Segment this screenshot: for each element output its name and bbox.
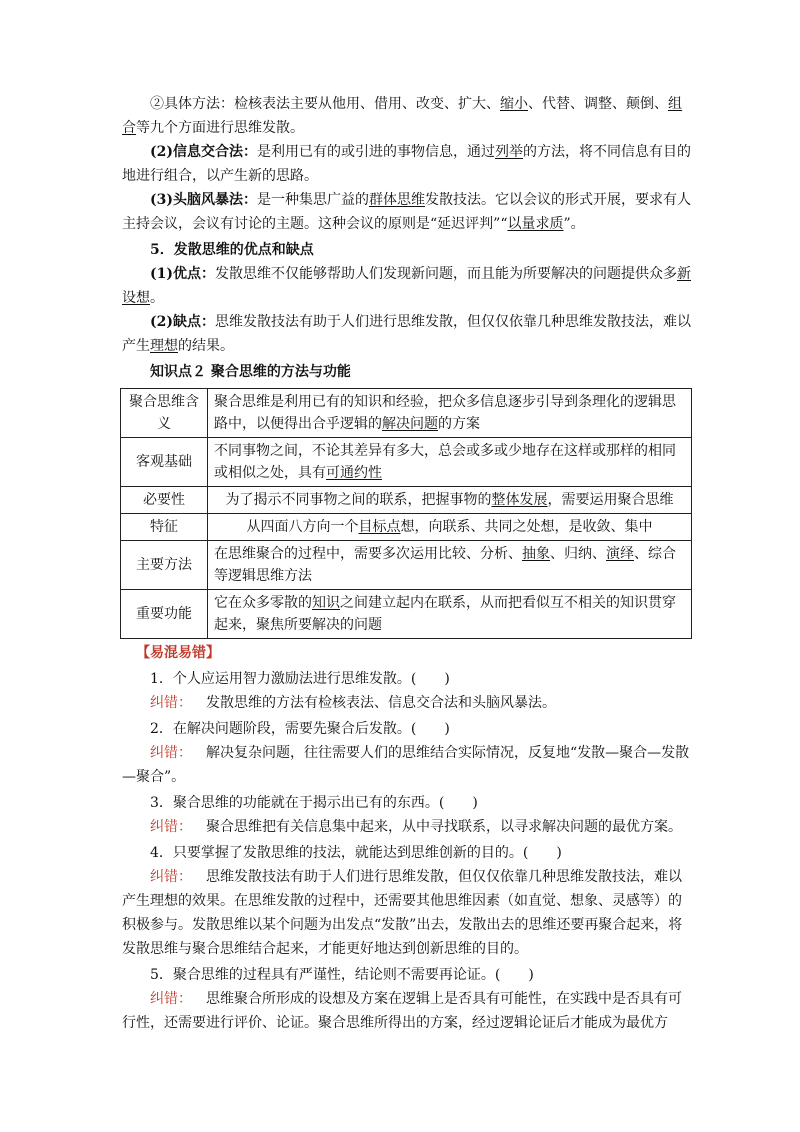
table-row <box>121 541 692 590</box>
section-heading-5: 5．发散思维的优点和缺点 <box>150 242 314 258</box>
text: 为了揭示不同事物之间的联系，把握事物的 <box>225 492 492 508</box>
table-row <box>121 389 692 438</box>
underlined-term: 组合 <box>122 96 682 136</box>
correction-text: 解决复杂问题，往往需要人们的思维结合实际情况，反复地“发散—聚合—发散—聚合”。 <box>122 745 690 785</box>
correction-label: 纠错： <box>150 745 192 761</box>
correction <box>122 691 692 715</box>
correction-text: 思维发散技法有助于人们进行思维发散，但仅仅依靠几种思维发散技法，难以产生理想的效果。在思维发散的过程中，还需要其他思维因素（如直觉、想象、灵感等）的积极参与。发散思维以某个问题为出发点“发散”出去，发散出去的思维还要再聚合起来，将发散思维与聚合思维结合起来，才能更好地达到创新思维的目的。 <box>122 869 683 957</box>
text: ”。 <box>563 216 585 232</box>
underlined-term: 群体思维 <box>369 192 425 208</box>
row-key: 重要功能 <box>121 590 208 639</box>
row-key: 必要性 <box>121 487 208 514</box>
row-value <box>208 590 692 639</box>
document-page <box>122 92 692 1035</box>
correction <box>122 865 692 961</box>
correction-label: 纠错： <box>150 991 192 1007</box>
text: ②具体方法：检核表法主要从他用、借用、改变、扩大、 <box>150 96 500 112</box>
text: 是利用已有的或引进的事物信息，通过 <box>257 144 495 160</box>
correction-label: 纠错： <box>150 819 192 835</box>
correction-text: 发散思维的方法有检核表法、信息交合法和头脑风暴法。 <box>206 695 556 711</box>
paragraph-disadvantage <box>122 310 692 358</box>
underlined-term: 演绎 <box>606 546 634 562</box>
paragraph-brainstorm <box>122 188 692 236</box>
paragraph-info-crossing <box>122 140 692 188</box>
text: 的方案 <box>438 416 480 432</box>
underlined-term: 理想 <box>150 338 178 354</box>
underlined-term: 以量求质 <box>507 216 564 232</box>
text: 想，向联系、共同之处想，是收敛、集中 <box>400 519 653 535</box>
question: 2．在解决问题阶段，需要先聚合后发散。( ) <box>150 721 450 737</box>
paragraph-checklist-method <box>122 92 692 140</box>
correction-label: 纠错： <box>150 695 192 711</box>
row-key: 客观基础 <box>121 438 208 487</box>
text: 发散技法。它以会议的形式开展，要求有人主持会议，会议有讨论的主题。这种会议的原则是“延迟评判”“ <box>122 192 691 232</box>
row-key: 聚合思维含义 <box>121 389 208 438</box>
text: 聚合思维是利用已有的知识和经验，把众多信息逐步引导到条理化的逻辑思路中，以便得出合乎逻辑的 <box>214 394 676 432</box>
text: 、综合等逻辑思维方法 <box>214 546 676 584</box>
row-value <box>208 389 692 438</box>
question: 4．只要掌握了发散思维的技法，就能达到思维创新的目的。( ) <box>150 845 562 861</box>
question: 5．聚合思维的过程具有严谨性，结论则不需要再论证。( ) <box>150 967 534 983</box>
underlined-term: 解决问题 <box>382 416 438 432</box>
text: 的结果。 <box>178 338 234 354</box>
text: 之间建立起内在联系，从而把看似互不相关的知识贯穿起来，聚焦所要解决的问题 <box>214 595 676 633</box>
table-row <box>121 487 692 514</box>
convergent-thinking-table <box>120 388 692 639</box>
text: 是一种集思广益的 <box>257 192 369 208</box>
paragraph-advantage <box>122 262 692 310</box>
row-value <box>208 514 692 541</box>
text: 在思维聚合的过程中，需要多次运用比较、分析、 <box>214 546 522 562</box>
table-row <box>121 438 692 487</box>
underlined-term: 目标点 <box>358 519 401 535</box>
underlined-term: 可通约性 <box>326 465 382 481</box>
correction-text: 聚合思维把有关信息集中起来，从中寻找联系，以寻求解决问题的最优方案。 <box>206 819 682 835</box>
correction <box>122 815 692 839</box>
correction-text: 思维聚合所形成的设想及方案在逻辑上是否具有可能性，在实践中是否具有可行性，还需要进行评价、论证。聚合思维所得出的方案，经过逻辑论证后才能成为最优方 <box>122 991 682 1031</box>
table-row <box>121 514 692 541</box>
text: 的方法，将不同信息有目的地进行组合，以产生新的思路。 <box>122 144 691 184</box>
row-key: 主要方法 <box>121 541 208 590</box>
easy-mistakes-heading: 【易混易错】 <box>136 645 220 661</box>
text: ，需要运用聚合思维 <box>547 492 674 508</box>
knowledge-point-heading: 知识点２ 聚合思维的方法与功能 <box>150 364 351 380</box>
question: 3．聚合思维的功能就在于揭示出已有的东西。( ) <box>150 795 478 811</box>
correction-label: 纠错： <box>150 869 192 885</box>
question: 1．个人应运用智力激励法进行思维发散。( ) <box>150 671 450 687</box>
text: 不同事物之间，不论其差异有多大，总会或多或少地存在这样或那样的相同或相似之处，具有 <box>214 443 676 481</box>
table-row <box>121 590 692 639</box>
text: 它在众多零散的 <box>214 595 312 611</box>
term-label: (3)头脑风暴法： <box>150 192 257 208</box>
term-label: (2)信息交合法： <box>150 144 257 160</box>
text: 思维发散技法有助于人们进行思维发散，但仅仅依靠几种思维发散技法，难以产生 <box>122 314 691 354</box>
row-value <box>208 541 692 590</box>
underlined-term: 知识 <box>312 595 340 611</box>
correction <box>122 741 692 789</box>
text: 、归纳、 <box>550 546 606 562</box>
correction <box>122 987 692 1035</box>
qa-list <box>122 667 692 1035</box>
row-value <box>208 438 692 487</box>
row-key: 特征 <box>121 514 208 541</box>
underlined-term: 整体发展 <box>491 492 548 508</box>
term-label: (2)缺点： <box>150 314 215 330</box>
underlined-term: 列举 <box>495 144 523 160</box>
term-label: (1)优点： <box>150 266 215 282</box>
text: 从四面八方向一个 <box>246 519 359 535</box>
row-value <box>208 487 692 514</box>
text: 、代替、调整、颠倒、 <box>528 96 668 112</box>
text: 发散思维不仅能够帮助人们发现新问题，而且能为所要解决的问题提供众多 <box>215 266 677 282</box>
text: 等九个方面进行思维发散。 <box>136 120 304 136</box>
underlined-term: 抽象 <box>522 546 550 562</box>
text: 。 <box>150 290 164 306</box>
underlined-term: 缩小 <box>500 96 528 112</box>
underlined-term: 新设想 <box>122 266 691 306</box>
